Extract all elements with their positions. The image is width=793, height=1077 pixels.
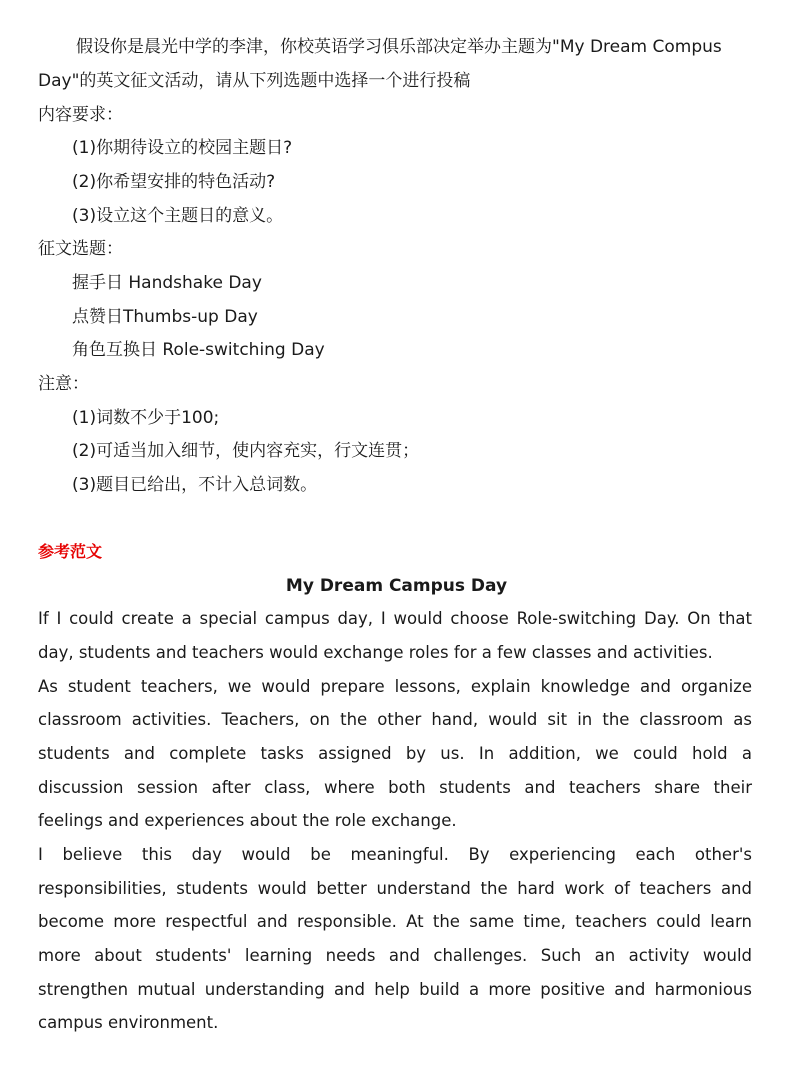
essay-line: become more respectful and responsible. At the same time, teachers could learn bbox=[38, 912, 752, 931]
requirement-item: (1)你期待设立的校园主题日? bbox=[72, 138, 293, 158]
prompt-intro-line-2: Day"的英文征文活动，请从下列选题中选择一个进行投稿 bbox=[38, 71, 471, 91]
essay-line: campus environment. bbox=[38, 1013, 219, 1032]
essay-title: My Dream Campus Day bbox=[285, 576, 508, 596]
essay-line: strengthen mutual understanding and help build a more positive and harmonious bbox=[38, 980, 752, 999]
essay-line: students and complete tasks assigned by us. In addition, we could hold a bbox=[38, 744, 752, 763]
essay-line: responsibilities, students would better understand the hard work of teachers and bbox=[38, 879, 752, 898]
note-item: (3)题目已给出，不计入总词数。 bbox=[72, 475, 318, 495]
note-item: (1)词数不少于100; bbox=[72, 408, 220, 428]
prompt-intro-line-1: 假设你是晨光中学的李津，你校英语学习俱乐部决定举办主题为"My Dream Compus bbox=[76, 37, 722, 57]
essay-line: day, students and teachers would exchange roles for a few classes and activities. bbox=[38, 643, 713, 662]
requirement-item: (2)你希望安排的特色活动? bbox=[72, 172, 276, 192]
notes-label: 注意： bbox=[38, 374, 89, 394]
essay-line: feelings and experiences about the role exchange. bbox=[38, 811, 457, 830]
essay-line: more about students' learning needs and challenges. Such an activity would bbox=[38, 946, 752, 965]
topic-item: 角色互换日 Role-switching Day bbox=[72, 340, 325, 360]
essay-line: classroom activities. Teachers, on the other hand, would sit in the classroom as bbox=[38, 710, 752, 729]
essay-line: If I could create a special campus day, I would choose Role-switching Day. On that bbox=[38, 609, 752, 628]
requirement-item: (3)设立这个主题日的意义。 bbox=[72, 206, 284, 226]
essay-line: As student teachers, we would prepare lessons, explain knowledge and organize bbox=[38, 677, 752, 696]
sample-essay-label: 参考范文 bbox=[38, 542, 103, 561]
topic-item: 点赞日Thumbs-up Day bbox=[72, 307, 258, 327]
topic-item: 握手日 Handshake Day bbox=[72, 273, 262, 293]
requirements-label: 内容要求： bbox=[38, 105, 123, 125]
essay-line: discussion session after class, where both students and teachers share their bbox=[38, 778, 752, 797]
essay-line: I believe this day would be meaningful. By experiencing each other's bbox=[38, 845, 752, 864]
topics-label: 征文选题： bbox=[38, 239, 123, 259]
note-item: (2)可适当加入细节，使内容充实，行文连贯； bbox=[72, 441, 420, 461]
